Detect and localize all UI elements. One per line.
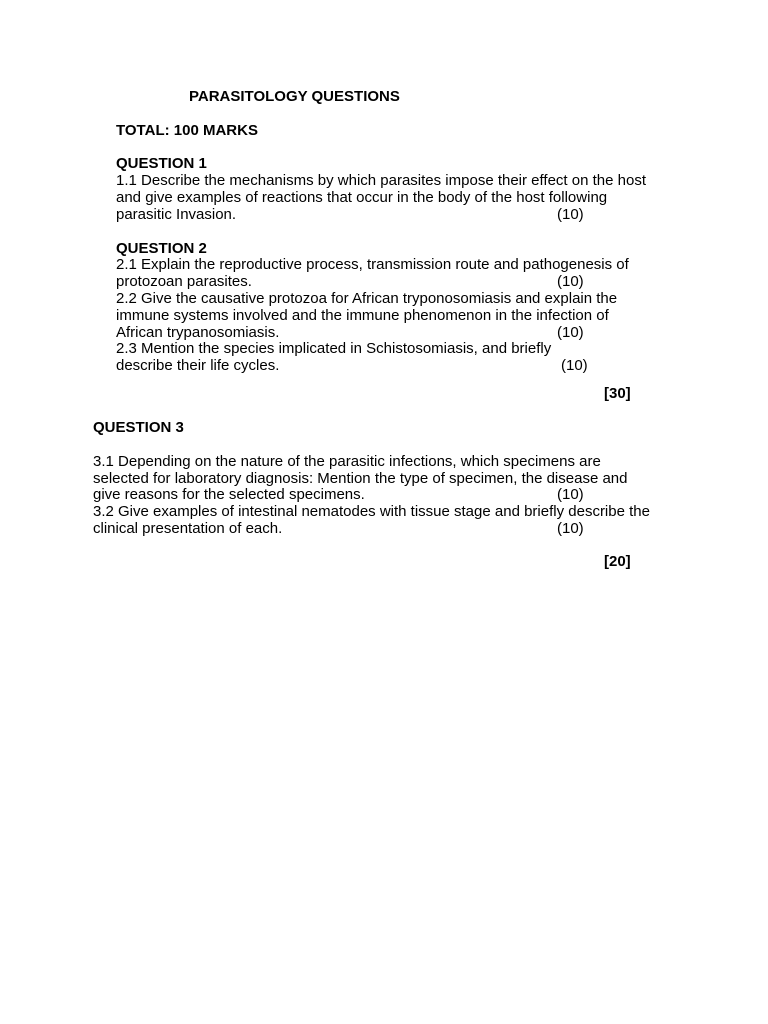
question-2-2-line: African trypanosomiasis. bbox=[116, 324, 280, 341]
question-2-3-line: 2.3 Mention the species implicated in Schistosomiasis, and briefly bbox=[116, 340, 552, 357]
total-marks: TOTAL: 100 MARKS bbox=[116, 122, 258, 139]
question-2-total: [30] bbox=[604, 385, 631, 402]
question-2-1-mark: (10) bbox=[557, 273, 584, 290]
question-2-2-line: 2.2 Give the causative protozoa for African tryponosomiasis and explain the bbox=[116, 290, 618, 307]
question-2-2-mark: (10) bbox=[557, 324, 584, 341]
question-3-1-line: 3.1 Depending on the nature of the parasitic infections, which specimens are bbox=[93, 453, 601, 470]
document-title: PARASITOLOGY QUESTIONS bbox=[189, 88, 400, 105]
question-2-1-line: 2.1 Explain the reproductive process, transmission route and pathogenesis of bbox=[116, 256, 629, 273]
question-1-line: and give examples of reactions that occur in the body of the host following bbox=[116, 189, 608, 206]
question-1-mark: (10) bbox=[557, 206, 584, 223]
question-1-line: 1.1 Describe the mechanisms by which parasites impose their effect on the host bbox=[116, 172, 646, 189]
question-3-1-mark: (10) bbox=[557, 486, 584, 503]
question-2-3-line: describe their life cycles. bbox=[116, 357, 280, 374]
question-3-2-mark: (10) bbox=[557, 520, 584, 537]
question-2-heading: QUESTION 2 bbox=[116, 240, 207, 257]
question-3-1-line: give reasons for the selected specimens. bbox=[93, 486, 365, 503]
question-3-2-line: 3.2 Give examples of intestinal nematodes with tissue stage and briefly describe the bbox=[93, 503, 650, 520]
question-2-2-line: immune systems involved and the immune phenomenon in the infection of bbox=[116, 307, 609, 324]
question-1-line: parasitic Invasion. bbox=[116, 206, 237, 223]
question-2-3-mark: (10) bbox=[561, 357, 588, 374]
question-3-2-line: clinical presentation of each. bbox=[93, 520, 283, 537]
question-3-total: [20] bbox=[604, 553, 631, 570]
question-3-1-line: selected for laboratory diagnosis: Mention the type of specimen, the disease and bbox=[93, 470, 628, 487]
question-3-heading: QUESTION 3 bbox=[93, 419, 184, 436]
question-1-heading: QUESTION 1 bbox=[116, 155, 207, 172]
question-2-1-line: protozoan parasites. bbox=[116, 273, 252, 290]
